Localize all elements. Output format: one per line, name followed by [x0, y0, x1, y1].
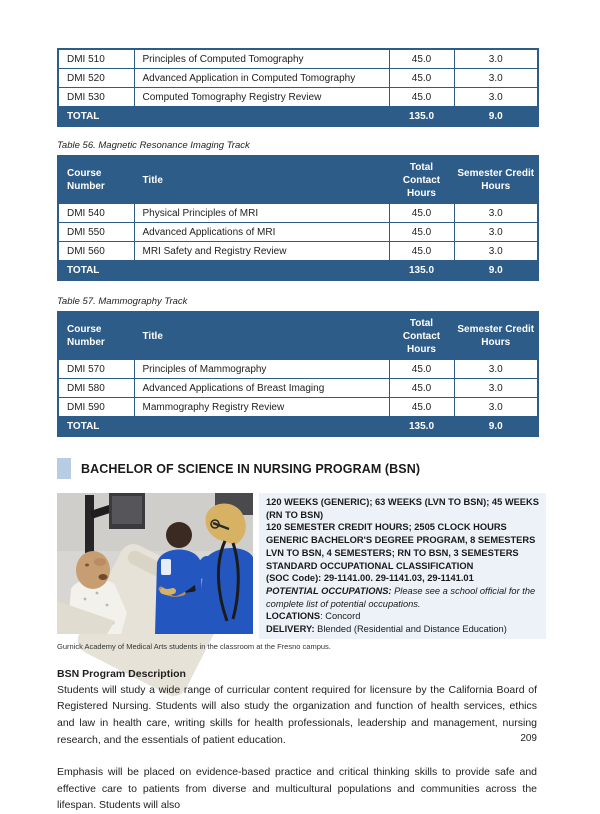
bsn-description-paragraph: Students will study a wide range of curricular content required for licensure by the California Board of Registered Nursing. Students will also study the organization and function of health services, ethics and law in health care, writing skills for health professionals, leadership and management, nursing research, and the essentials of patient education.	[57, 683, 537, 746]
contact-hours-cell: 45.0	[389, 379, 454, 398]
occupations-label: POTENTIAL OCCUPATIONS:	[266, 585, 392, 596]
delivery-value: Blended (Residential and Distance Education)	[314, 624, 507, 635]
bsn-description-heading: BSN Program Description	[57, 667, 186, 680]
table-row	[58, 88, 538, 107]
info-line: GENERIC BACHELOR'S DEGREE PROGRAM, 8 SEMESTERS	[266, 535, 536, 546]
credit-hours-cell: 3.0	[454, 88, 538, 107]
table-56-caption: Table 56. Magnetic Resonance Imaging Track	[57, 140, 250, 151]
contact-hours-cell: 45.0	[389, 49, 454, 69]
course-number-cell: DMI 550	[58, 223, 134, 242]
table-row	[58, 360, 538, 379]
column-header: Total Contact Hours	[389, 156, 454, 204]
program-info-panel	[259, 493, 546, 639]
course-number-cell: DMI 590	[58, 398, 134, 417]
credit-hours-cell: 3.0	[454, 49, 538, 69]
heading-square-icon	[57, 458, 71, 479]
total-label-cell: TOTAL	[58, 107, 389, 127]
column-header: Title	[134, 312, 389, 360]
info-line: 120 WEEKS (GENERIC); 63 WEEKS (LVN TO BSN); 45 WEEKS (RN TO BSN)	[266, 497, 539, 520]
total-label-cell: TOTAL	[58, 417, 389, 437]
table-row	[58, 49, 538, 69]
mri-track-table	[57, 155, 539, 281]
course-title-cell: Physical Principles of MRI	[134, 204, 389, 223]
credit-hours-cell: 3.0	[454, 242, 538, 261]
course-number-cell: DMI 560	[58, 242, 134, 261]
contact-hours-cell: 45.0	[389, 398, 454, 417]
info-line: STANDARD OCCUPATIONAL CLASSIFICATION	[266, 560, 474, 571]
table-total-row	[58, 417, 538, 437]
info-line	[266, 610, 542, 623]
locations-label: LOCATIONS	[266, 611, 321, 622]
classroom-photo	[57, 493, 253, 634]
credit-hours-cell: 3.0	[454, 223, 538, 242]
course-number-cell: DMI 510	[58, 49, 134, 69]
column-header: Course Number	[58, 156, 134, 204]
course-title-cell: Principles of Mammography	[134, 360, 389, 379]
total-credit-cell: 9.0	[454, 107, 538, 127]
course-title-cell: Principles of Computed Tomography	[134, 49, 389, 69]
course-title-cell: Advanced Application in Computed Tomography	[134, 69, 389, 88]
info-line: 120 SEMESTER CREDIT HOURS; 2505 CLOCK HOURS	[266, 522, 507, 533]
total-credit-cell: 9.0	[454, 417, 538, 437]
course-number-cell: DMI 530	[58, 88, 134, 107]
credit-hours-cell: 3.0	[454, 69, 538, 88]
table-header-row	[58, 156, 538, 204]
table-header-row	[58, 312, 538, 360]
total-contact-cell: 135.0	[389, 261, 454, 281]
course-title-cell: Mammography Registry Review	[134, 398, 389, 417]
course-title-cell: Advanced Applications of Breast Imaging	[134, 379, 389, 398]
course-title-cell: Advanced Applications of MRI	[134, 223, 389, 242]
table-row	[58, 379, 538, 398]
contact-hours-cell: 45.0	[389, 69, 454, 88]
total-contact-cell: 135.0	[389, 417, 454, 437]
delivery-label: DELIVERY:	[266, 624, 315, 635]
course-number-cell: DMI 540	[58, 204, 134, 223]
table-57-caption: Table 57. Mammography Track	[57, 296, 188, 307]
total-label-cell: TOTAL	[58, 261, 389, 281]
total-credit-cell: 9.0	[454, 261, 538, 281]
computed-tomography-table	[57, 48, 539, 127]
course-title-cell: Computed Tomography Registry Review	[134, 88, 389, 107]
credit-hours-cell: 3.0	[454, 360, 538, 379]
table-total-row	[58, 107, 538, 127]
credit-hours-cell: 3.0	[454, 204, 538, 223]
page-content	[57, 48, 537, 814]
info-line	[266, 585, 542, 610]
bsn-section-heading	[57, 458, 537, 479]
bsn-media-row	[57, 493, 546, 639]
contact-hours-cell: 45.0	[389, 204, 454, 223]
mammography-track-table	[57, 311, 539, 437]
contact-hours-cell: 45.0	[389, 242, 454, 261]
contact-hours-cell: 45.0	[389, 223, 454, 242]
info-line: LVN TO BSN, 4 SEMESTERS; RN TO BSN, 3 SEMESTERS	[266, 547, 519, 558]
column-header: Semester Credit Hours	[454, 156, 538, 204]
course-number-cell: DMI 570	[58, 360, 134, 379]
section-title: BACHELOR OF SCIENCE IN NURSING PROGRAM (BSN)	[81, 461, 421, 476]
table-row	[58, 242, 538, 261]
column-header: Total Contact Hours	[389, 312, 454, 360]
credit-hours-cell: 3.0	[454, 398, 538, 417]
contact-hours-cell: 45.0	[389, 360, 454, 379]
table-row	[58, 204, 538, 223]
credit-hours-cell: 3.0	[454, 379, 538, 398]
table-row	[58, 398, 538, 417]
table-row	[58, 223, 538, 242]
info-line: (SOC Code): 29-1141.00. 29-1141.03, 29-1141.01	[266, 573, 474, 584]
page-number: 209	[520, 733, 537, 744]
column-header: Course Number	[58, 312, 134, 360]
course-number-cell: DMI 580	[58, 379, 134, 398]
info-line	[266, 623, 542, 636]
course-number-cell: DMI 520	[58, 69, 134, 88]
locations-value: : Concord	[320, 611, 361, 622]
bsn-description-paragraph: Emphasis will be placed on evidence-based practice and critical thinking skills to provide safe and effective care to patients from diverse and multicultural populations and communities across the lifespan. Students will also	[57, 766, 537, 812]
contact-hours-cell: 45.0	[389, 88, 454, 107]
column-header: Title	[134, 156, 389, 204]
photo-caption: Gurnick Academy of Medical Arts students in the classroom at the Fresno campus.	[57, 641, 331, 651]
table-total-row	[58, 261, 538, 281]
table-row	[58, 69, 538, 88]
occupations-note: Please see a school official for the complete list of potential occupations.	[266, 585, 536, 609]
column-header: Semester Credit Hours	[454, 312, 538, 360]
course-title-cell: MRI Safety and Registry Review	[134, 242, 389, 261]
total-contact-cell: 135.0	[389, 107, 454, 127]
